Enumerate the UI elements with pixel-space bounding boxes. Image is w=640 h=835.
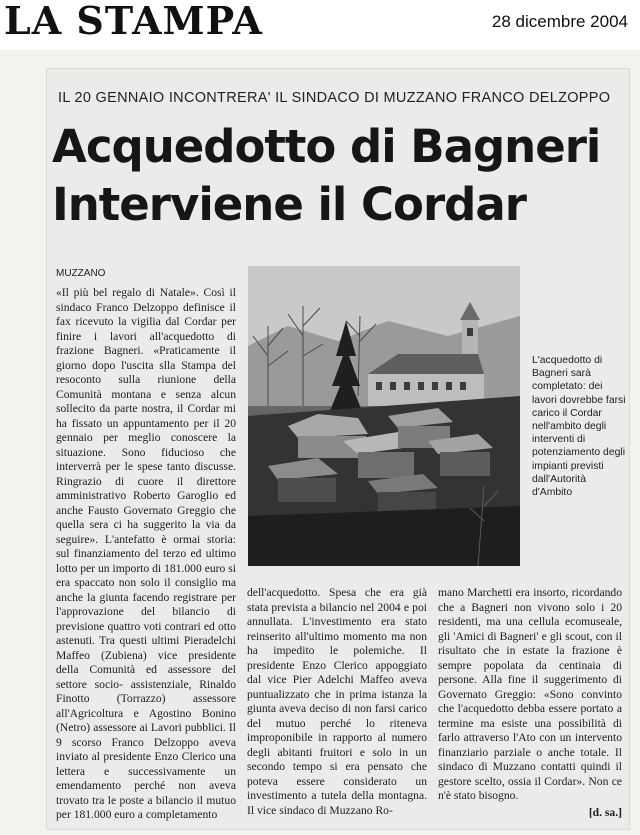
article-kicker: IL 20 GENNAIO INCONTRERA' IL SINDACO DI MUZZANO FRANCO DELZOPPO [58, 90, 611, 106]
village-photo-drawing [248, 266, 520, 566]
article-column-2 [247, 586, 427, 826]
headline-line-1: Acquedotto di Bagneri [52, 120, 601, 173]
photo-caption: L'acquedotto di Bagneri sarà completato: dei lavori dovrebbe farsi carico il Cordar nell'ambito degli interventi di potenziamento degli impianti previsti dall'Autorità d'Ambito [532, 355, 626, 499]
newspaper-name: LA STAMPA [4, 0, 263, 43]
publication-date: 28 dicembre 2004 [491, 12, 628, 31]
headline-line-2: Interviene il Cordar [52, 178, 526, 231]
column-2-text: dell'acquedotto. Spesa che era già stata prevista a bilancio nel 2004 e poi annullata. L'investimento era stato reinserito all'ultimo momento ma non ha impedito le polemiche. Il presidente Enzo Clerico appoggiato dal vice Pier Adelchi Maffeo aveva puntualizzato che in prima istanza la giunta aveva deciso di non farsi carico del mutuo perché lo riteneva improponibile in rapporto al numero degli abitanti fruitori e solo in un secondo tempo si era pensato che poteva essere considerato un investimento a tutela della montagna. Il vice sindaco di Muzzano Ro- [247, 586, 427, 817]
column-1-text: «Il più bel regalo di Natale». Così il sindaco Franco Delzoppo definisce il fax ricevuto la vigilia dal Cordar per finire i lavori all'acquedotto di frazione Bagneri. «Praticamente il giorno dopo l'uscita slla Stampa del resoconto sulla riunione della Comunità montana e senza alcun sollecito da parte nostra, il Cordar mi ha fissato un appuntamento per il 20 gennaio per meglio conoscere la situazione. Sono fiducioso che interverrà per le spese tanto discusse. Ringrazio di cuore il direttore amministrativo Roberto Garoglio ed anche Fausto Governato Greggio che quella sera ci ha suggerito la via da seguire». L'antefatto è ormai storia: sul finanziamento del terzo ed ultimo lotto per un importo di 181.000 euro si era spaccato non solo il consiglio ma anche la giunta facendo registrare per l'approvazione del bilancio di previsione quattro voti contrari ed otto astenuti. Tra questi ultimi Pieradelchi Maffeo (Zubiena) vice presidente della Comunità ed assessore del settore socio- assistenziale, Rinaldo Finotto (Torrazzo) assessore all'Agricoltura e Agostino Bonino (Netro) assessore ai Lavori pubblici. Il 9 scorso Franco Delzoppo aveva inviato al presidente Enzo Clerico una lettera e successivamente un emendamento perché non aveva trovato tra le poste a bilancio il mutuo per 181.000 euro a completamento [56, 286, 236, 821]
village-photo [248, 266, 520, 566]
article-column-1 [56, 286, 236, 826]
masthead [0, 0, 640, 50]
author-signature: [d. sa.] [588, 806, 622, 819]
dateline-location: MUZZANO [56, 268, 106, 279]
article-headline [52, 118, 632, 234]
column-3-text: mano Marchetti era insorto, ricordando che a Bagneri non vivono solo i 20 residenti, ma una cellula ecomuseale, gli 'Amici di Bagneri' e gli scout, con il risultato che in estate la frazione è sempre popolata da centinaia di persone. Alla fine il suggerimento di Governato Greggio: «Sono convinto che l'acquedotto debba essere portato a termine ma esiste una possibilità di farlo attraverso l'Ato con un intervento finanziario parziale o anche totale. Il sindaco di Muzzano contatti quindi il gestore scelto, ossia il Cordar». Non ce n'è stato bisogno. [438, 586, 622, 802]
article-column-3 [438, 586, 622, 826]
